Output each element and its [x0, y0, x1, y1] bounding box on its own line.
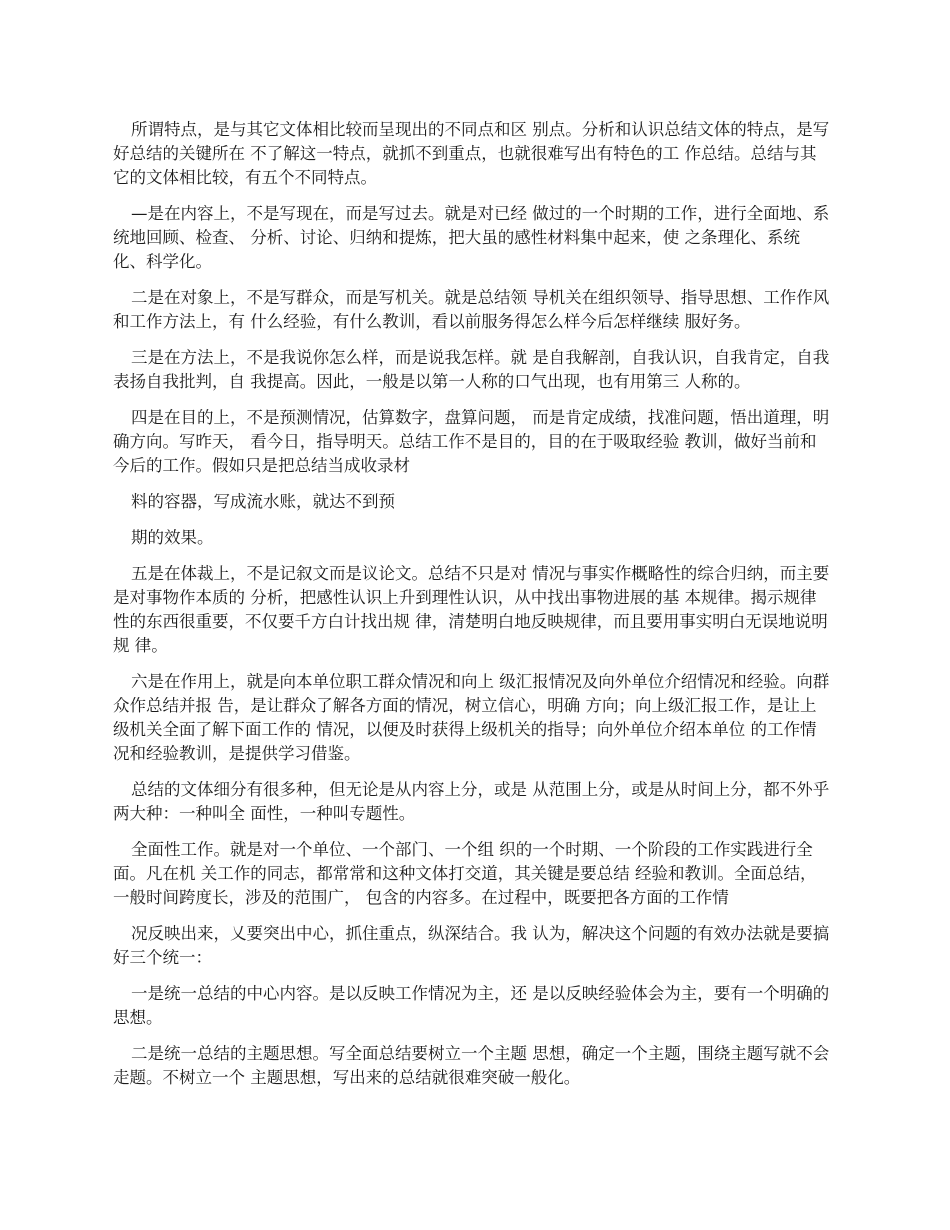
- paragraph-method-aspect: 三是在方法上，不是我说你怎么样，而是说我怎样。就 是自我解剖，自我认识，自我肯定，自我表扬自我批判，自 我提高。因此，一般是以第一人称的口气出现，也有用第三 人称的。: [113, 348, 830, 391]
- paragraph-unify-central-content: 一是统一总结的中心内容。是以反映工作情况为主，还 是以反映经验体会为主，要有一个明确的思想。: [113, 984, 830, 1027]
- document-body: [113, 118, 831, 1102]
- paragraph-fragment-effect: 期的效果。: [131, 528, 214, 547]
- paragraph-genre-aspect: 五是在体裁上，不是记叙文而是议论文。总结不只是对 情况与事实作概略性的综合归纳，而主要是对事物作本质的 分析，把感性认识上升到理性认识，从中找出事物进展的基 本规律。揭示规律性的东西很重要，不仅要千方白计找出规 律，清楚明白地反映规律，而且要用事实明白无误地说明规 律。: [113, 564, 830, 655]
- paragraph-types-overview: 总结的文体细分有很多种，但无论是从内容上分，或是 从范围上分，或是从时间上分，都不外乎两大种：一种叫全 面性，一种叫专题性。: [113, 780, 830, 823]
- paragraph-characteristics-intro: 所谓特点，是与其它文体相比较而呈现出的不同点和区 别点。分析和认识总结文体的特点，是写好总结的关键所在 不了解这一特点，就抓不到重点，也就很难写出有特色的工 作总结。总结与其它的文体相比较，有五个不同特点。: [113, 120, 830, 187]
- paragraph-comprehensive-work: 全面性工作。就是对一个单位、一个部门、一个组 织的一个时期、一个阶段的工作实践进行全面。凡在机 关工作的同志，都常常和这种文体打交道，其关键是要总结 经验和教训。全面总结，一般时间跨度长，涉及的范围广， 包含的内容多。在过程中，既要把各方面的工作情: [113, 840, 817, 907]
- paragraph-three-unifications: 况反映出来，乂要突出中心，抓住重点，纵深结合。我 认为，解决这个问题的有效办法就是要搞好三个统一：: [113, 924, 830, 967]
- paragraph-content-aspect: —是在内容上，不是写现在，而是写过去。就是对已经 做过的一个时期的工作，进行全面地、系统地回顾、检查、 分析、讨论、归纳和提炼，把大虽的感性材料集中起来，使 之条理化、系统化、科学化。: [113, 204, 830, 271]
- paragraph-purpose-aspect: 四是在目的上，不是预测情况，估算数字，盘算问题， 而是肯定成绩，找准问题，悟出道理，明确方向。写昨天， 看今日，指导明天。总结工作不是目的，目的在于吸取经验 教训，做好当前和今后的工作。假如只是把总结当成收录材: [113, 408, 830, 475]
- paragraph-function-aspect: 六是在作用上，就是向本单位职工群众情况和向上 级汇报情况及向外单位介绍情况和经验。向群众作总结并报 告，是让群众了解各方面的情况，树立信心，明确 方向；向上级汇报工作，是让上级机关全面了解下面工作的 情况，以便及时获得上级机关的指导；向外单位介绍本单位 的工作情况和经验教训，是提供学习借鉴。: [113, 672, 830, 763]
- paragraph-unify-theme: 二是统一总结的主题思想。写全面总结要树立一个主题 思想，确定一个主题，围绕主题写就不会走题。不树立一个 主题思想，写出来的总结就很难突破一般化。: [113, 1044, 830, 1087]
- paragraph-fragment-container: 料的容器，写成流水账，就达不到预: [131, 492, 395, 511]
- paragraph-object-aspect: 二是在对象上，不是写群众，而是写机关。就是总结领 导机关在组织领导、指导思想、工作作风和工作方法上，有 什么经验，有什么教训，看以前服务得怎么样今后怎样继续 服好务。: [113, 288, 830, 331]
